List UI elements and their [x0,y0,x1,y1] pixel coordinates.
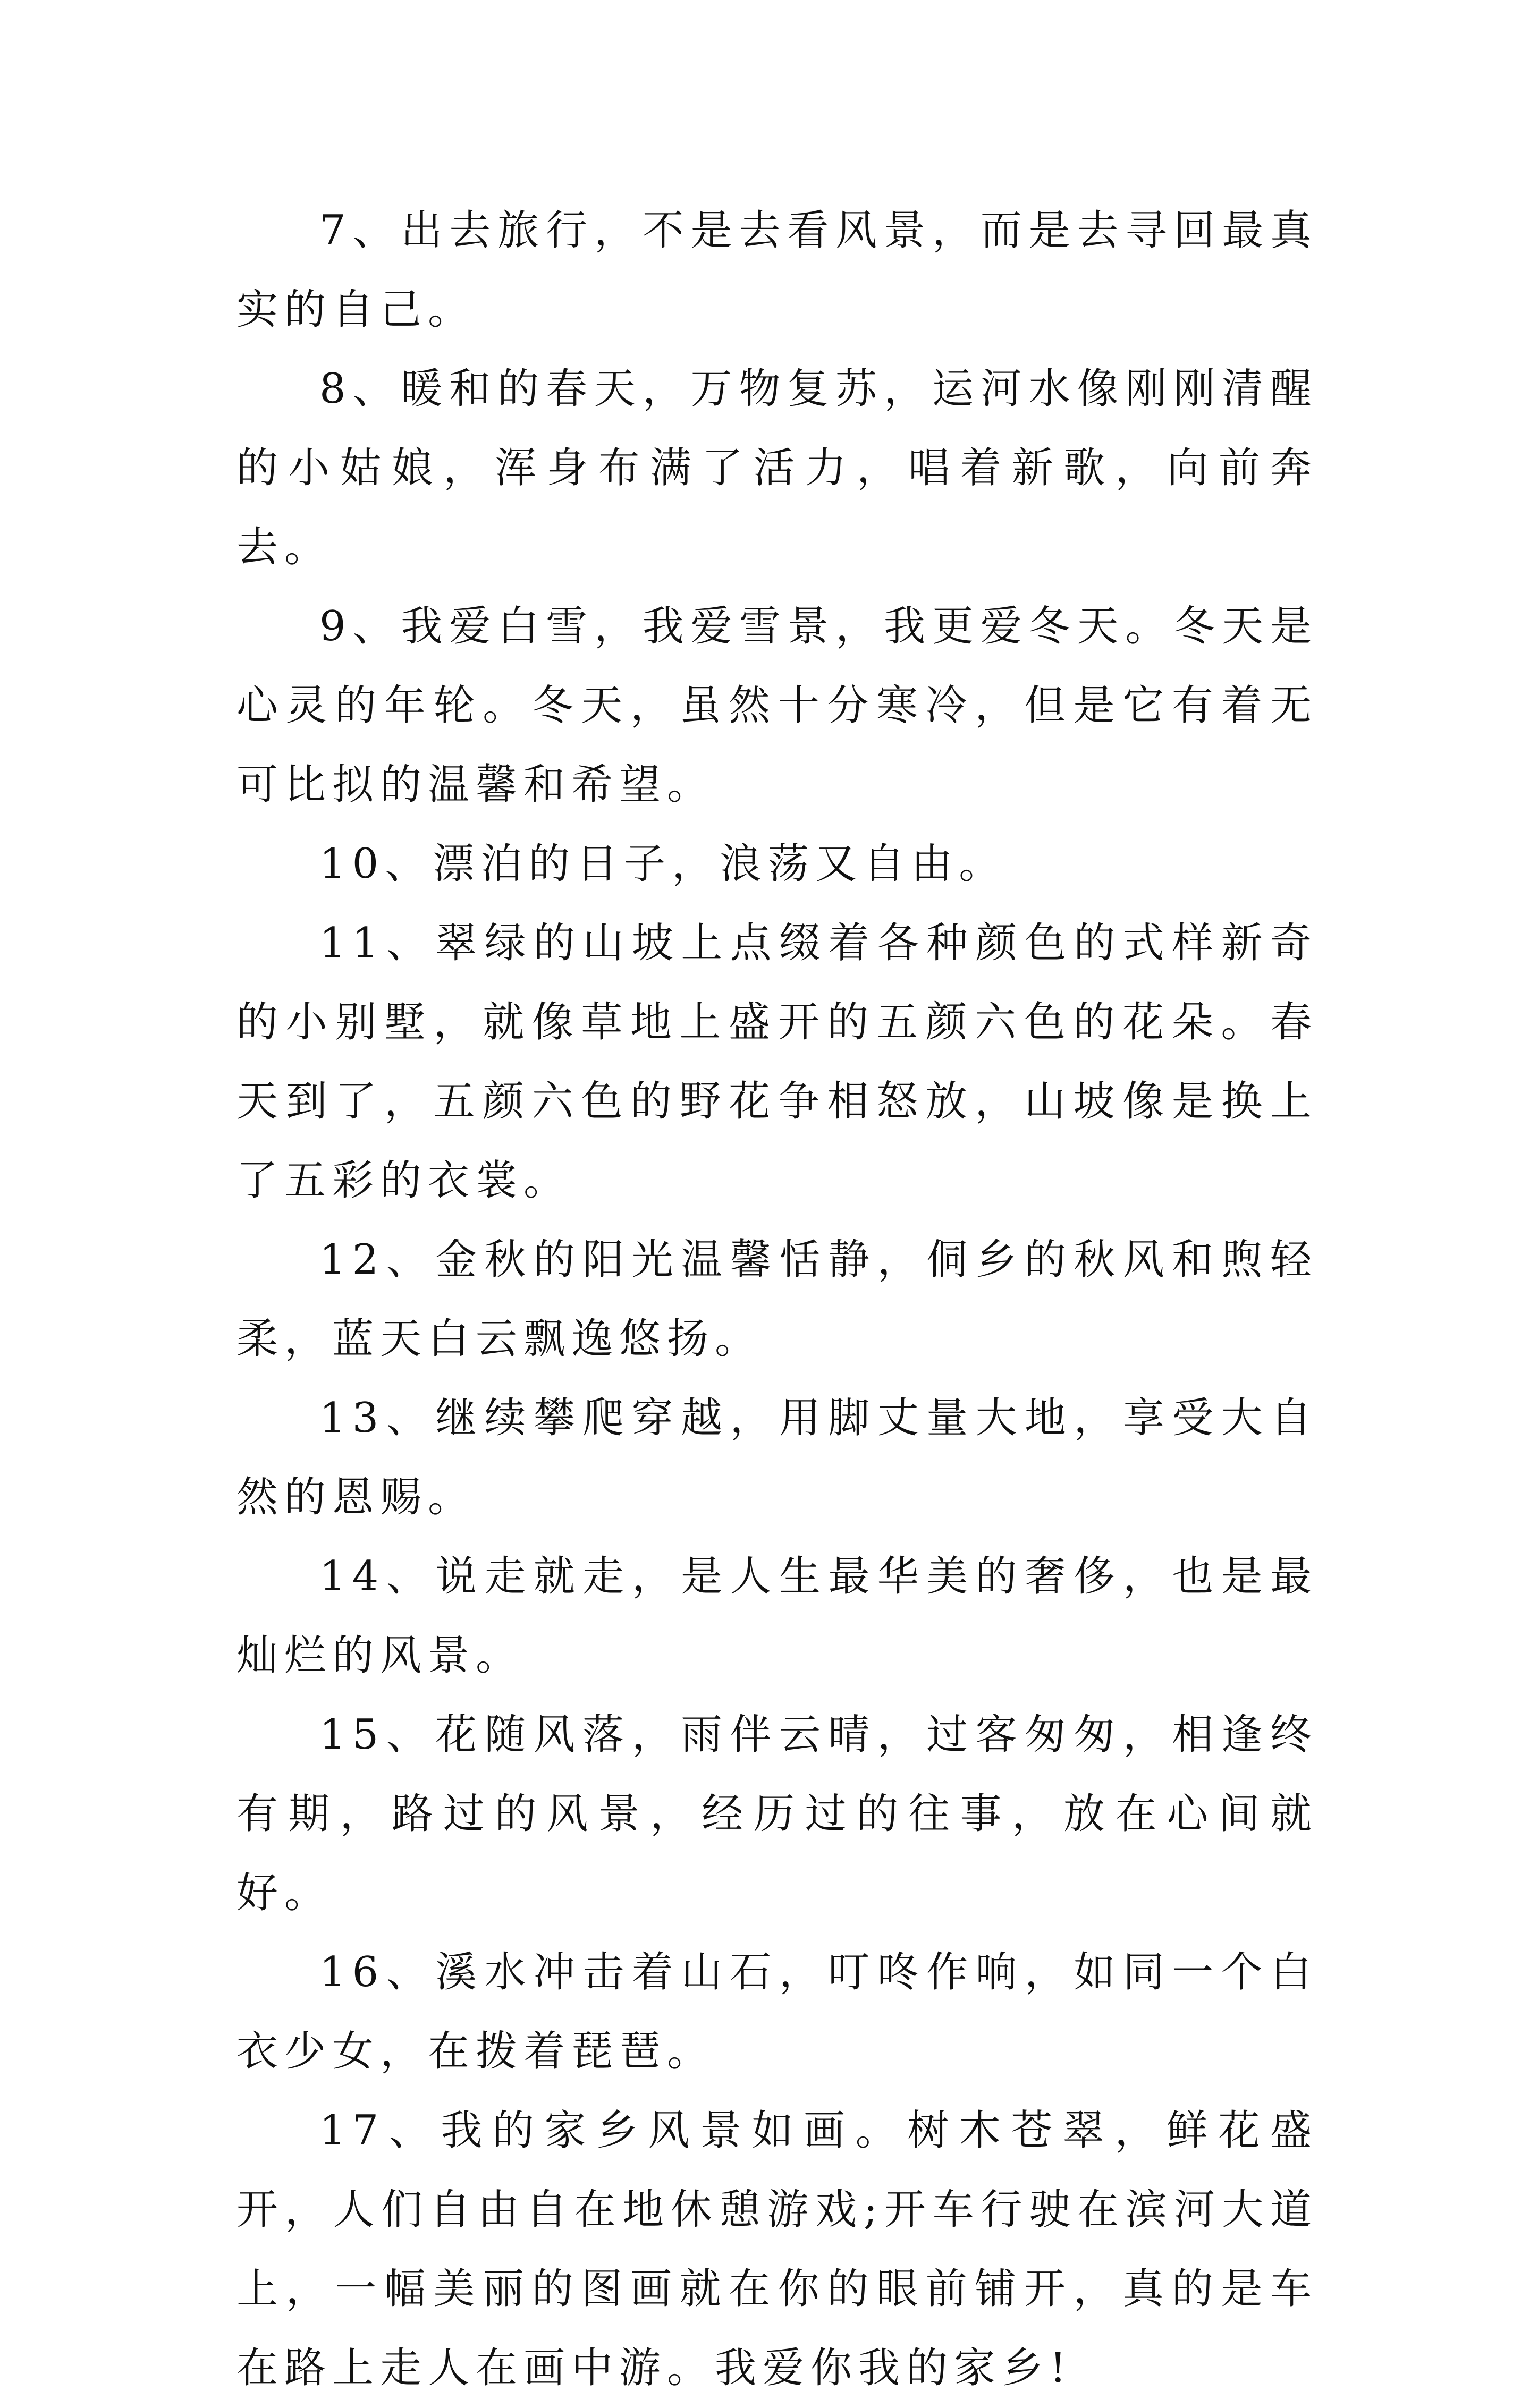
paragraph-7: 7、出去旅行，不是去看风景，而是去寻回最真实的自己。 [236,207,1318,334]
paragraph-8: 8、暖和的春天，万物复苏，运河水像刚刚清醒的小姑娘，浑身布满了活力，唱着新歌，向前奔去。 [236,365,1318,571]
paragraph-11: 11、翠绿的山坡上点缀着各种颜色的式样新奇的小别墅，就像草地上盛开的五颜六色的花朵。春天到了，五颜六色的野花争相怒放，山坡像是换上了五彩的衣裳。 [236,919,1318,1205]
paragraph-14: 14、说走就走，是人生最华美的奢侈，也是最灿烂的风景。 [236,1553,1318,1680]
paragraph-9: 9、我爱白雪，我爱雪景，我更爱冬天。冬天是心灵的年轮。冬天，虽然十分寒冷，但是它有着无可比拟的温馨和希望。 [236,603,1318,809]
document-body [236,191,1318,2408]
paragraph-15: 15、花随风落，雨伴云晴，过客匆匆，相逢终有期，路过的风景，经历过的往事，放在心间就好。 [236,1711,1318,1917]
paragraph-16: 16、溪水冲击着山石，叮咚作响，如同一个白衣少女，在拨着琵琶。 [236,1948,1318,2075]
paragraph-17: 17、我的家乡风景如画。树木苍翠，鲜花盛开，人们自由自在地休憩游戏;开车行驶在滨河大道上，一幅美丽的图画就在你的眼前铺开，真的是车在路上走人在画中游。我爱你我的家乡! [236,2107,1318,2392]
paragraph-12: 12、金秋的阳光温馨恬静，侗乡的秋风和煦轻柔，蓝天白云飘逸悠扬。 [236,1236,1318,1363]
paragraph-10: 10、漂泊的日子，浪荡又自由。 [319,840,1007,888]
paragraph-13: 13、继续攀爬穿越，用脚丈量大地，享受大自然的恩赐。 [236,1394,1318,1521]
